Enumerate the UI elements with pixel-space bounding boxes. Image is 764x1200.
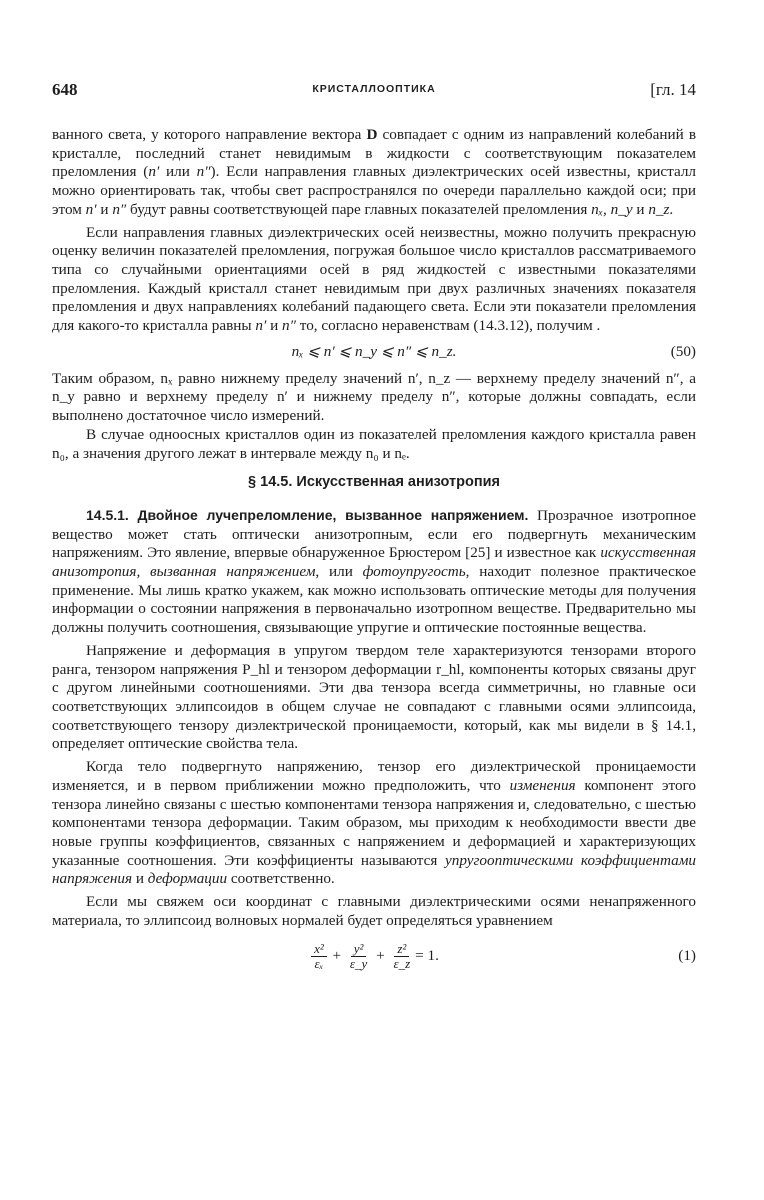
chapter-label: [гл. 14 xyxy=(650,80,696,99)
running-title: КРИСТАЛЛООПТИКА xyxy=(312,83,436,95)
paragraph-5: 14.5.1. Двойное лучепреломление, вызванное напряжением. Прозрачное изотропное вещество может стать оптически анизотропным, если его подвергнуть механическим напряжениям. Это явление, впервые обнаруженное Брюстером [25] и известное как искусственная анизотропия, вызванная напряжением, или фотоупругость, находит полезное практическое применение. Мы лишь кратко укажем, как можно использовать оптические методы для получения информации о состоянии напряжения в первоначально изотропном веществе. Предварительно мы должны получить соотношения, связывающие упругие и оптические постоянные вещества. xyxy=(52,506,696,637)
equation-1: $\frac{\text{x²}}{\text{εₓ}}$ + $\frac{\text{y²}}{\varepsilon\_y}$ + $\frac{\text{z²}}{\varepsilon\_z}$ = 1. (1) xyxy=(52,934,696,978)
fraction-z: $\frac{\text{z²}}{\varepsilon\_z}$ xyxy=(393,940,411,971)
paragraph-7: Когда тело подвергнуто напряжению, тензор его диэлектрической проницаемости изменяется, и в первом приближении можно предположить, что изменения компонент этого тензора линейно связаны с шестью компонентами тензора напряжения и, следовательно, с шестью компонентами тензора деформации. Таким образом, мы приходим к необходимости ввести две новые группы коэффициентов, связанных с напряжением и деформацией и характеризующих указанные соотношения. Эти коэффициенты называются упругооптическими коэффициентами напряжения и деформации соответственно. xyxy=(52,758,696,888)
equation-50-number: (50) xyxy=(670,343,696,361)
paragraph-8: Если мы свяжем оси координат с главными диэлектрическими осями ненапряженного материала, то эллипсоид волновых нормалей будет определяться уравнением xyxy=(52,893,696,929)
page-number: 648 xyxy=(52,80,78,99)
equation-50-body: nₓ ⩽ n′ ⩽ n_y ⩽ n″ ⩽ n_z. xyxy=(291,343,457,361)
paragraph-1: ванного света, у которого направление вектора D совпадает с одним из направлений колебаний в кристалле, последний станет невидимым в жидкости с соответствующим показателем преломления (n′ или n″). Если направления главных диэлектрических осей известны, кристалл можно ориентировать так, чтобы свет распространялся по очереди параллельно каждой оси; при этом n′ и n″ будут равны соответствующей паре главных показателей преломления nₓ, n_y и n_z. xyxy=(52,126,697,218)
page-body xyxy=(52,126,696,978)
equation-1-number: (1) xyxy=(678,947,696,965)
paragraph-3: Таким образом, nₓ равно нижнему пределу значений n′, n_z — верхнему пределу значений n″, а n_y равно и верхнему пределу n′ и нижнему пределу n″, которые должны совпадать, если выполнено достаточное число измерений. xyxy=(52,369,696,425)
paragraph-6: Напряжение и деформация в упругом твердом теле характеризуются тензорами второго ранга, тензором напряжения P_hl и тензором деформации r_hl, компоненты которых связаны друг с другом линейными соотношениями. Эти два тензора всегда симметричны, но главные оси соответствующих эллипсоидов в общем случае не совпадают с главными осями эллипсоида, соответствующего тензору диэлектрической проницаемости, который, как мы видели в § 14.1, определяет оптические свойства тела. xyxy=(52,641,696,753)
paragraph-4: В случае одноосных кристаллов один из показателей преломления каждого кристалла равен n₀, а значения другого лежат в интервале между n₀ и nₑ. xyxy=(52,425,696,462)
fraction-x: $\frac{\text{x²}}{\text{εₓ}}$ xyxy=(311,942,327,971)
equation-1-rhs: = 1. xyxy=(415,947,439,965)
equation-50 xyxy=(52,336,696,370)
section-heading: § 14.5. Искусственная анизотропия xyxy=(248,474,500,491)
fraction-y: $\frac{\text{y²}}{\varepsilon\_y}$ xyxy=(349,940,368,971)
subsection-heading: 14.5.1. Двойное лучепреломление, вызванное напряжением. xyxy=(86,506,529,523)
running-header xyxy=(52,80,696,102)
paragraph-2: Если направления главных диэлектрических осей неизвестны, можно получить прекрасную оценку величин показателей преломления, погружая большое число кристаллов рассматриваемого типа со случайными ориентациями осей в ряд жидкостей с известными показателями преломления. Каждый кристалл станет невидимым при двух различных значениях показателя преломления и двух направлениях колебаний падающего света. Если эти показатели преломления для какого-то кристалла равны n′ и n″ то, согласно неравенствам (14.3.12), получим . xyxy=(52,223,696,335)
